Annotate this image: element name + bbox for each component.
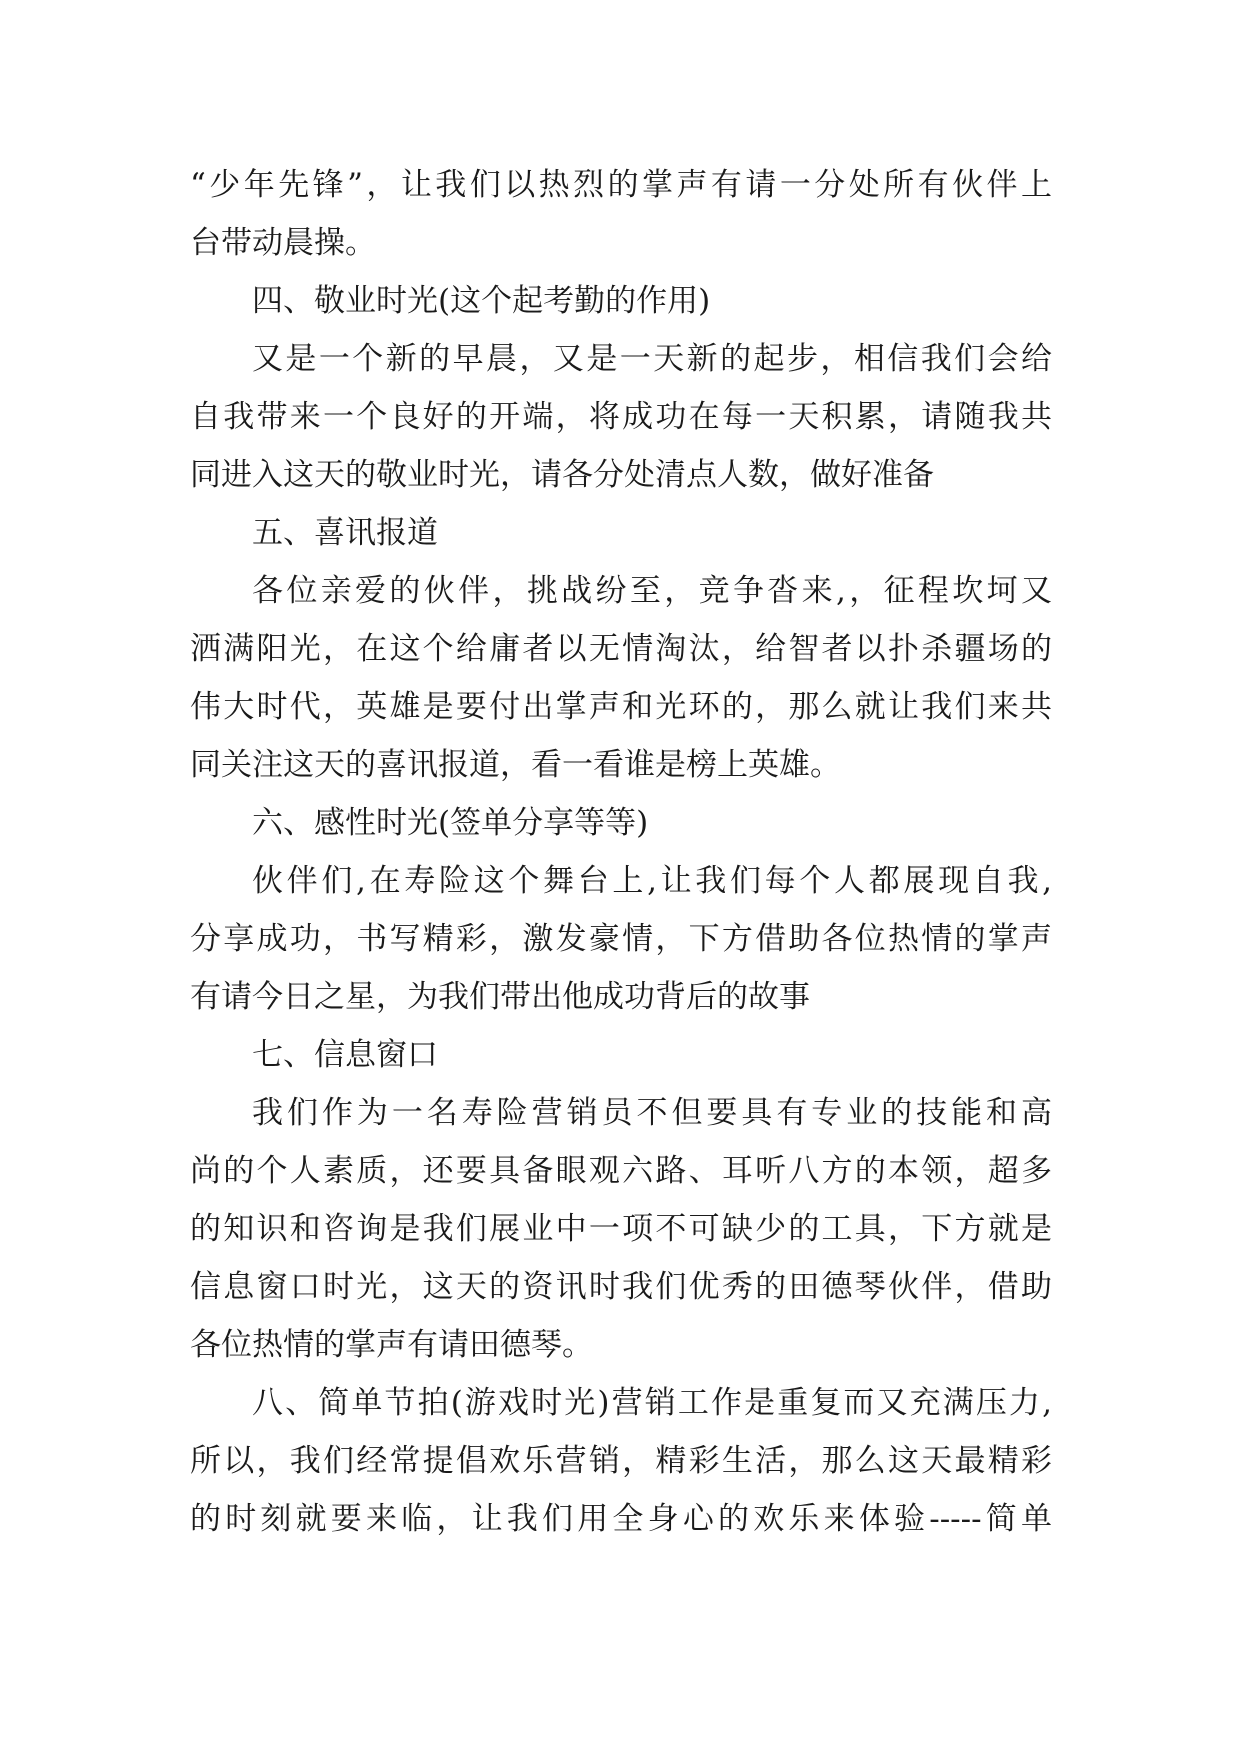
- text-line: 的知识和咨询是我们展业中一项不可缺少的工具，下方就是: [190, 1211, 1052, 1247]
- text-line: 伟大时代，英雄是要付出掌声和光环的，那么就让我们来共: [190, 689, 1052, 725]
- text-line: 的时刻就要来临，让我们用全身心的欢乐来体验-----简单: [190, 1501, 1052, 1537]
- document-body: [190, 156, 1052, 1548]
- text-line: 各位热情的掌声有请田德琴。: [190, 1327, 593, 1363]
- text-line: 尚的个人素质，还要具备眼观六路、耳听八方的本领，超多: [190, 1153, 1052, 1189]
- text-line: 又是一个新的早晨，又是一天新的起步，相信我们会给: [252, 341, 1052, 377]
- text-line: “少年先锋”，让我们以热烈的掌声有请一分处所有伙伴上: [190, 167, 1052, 203]
- section-heading: 七、信息窗口: [252, 1037, 438, 1073]
- text-line: 各位亲爱的伙伴，挑战纷至，竞争沓来,，征程坎坷又: [252, 573, 1052, 609]
- text-line: 我们作为一名寿险营销员不但要具有专业的技能和高: [252, 1095, 1052, 1131]
- text-line: 所以，我们经常提倡欢乐营销，精彩生活，那么这天最精彩: [190, 1443, 1052, 1479]
- text-line: 同关注这天的喜讯报道，看一看谁是榜上英雄。: [190, 747, 841, 783]
- text-line: 伙伴们,在寿险这个舞台上,让我们每个人都展现自我,: [252, 863, 1052, 899]
- text-line: 洒满阳光，在这个给庸者以无情淘汰，给智者以扑杀疆场的: [190, 631, 1052, 667]
- text-line: 自我带来一个良好的开端，将成功在每一天积累，请随我共: [190, 399, 1052, 435]
- section-heading: 五、喜讯报道: [252, 515, 438, 551]
- section-heading: 四、敬业时光(这个起考勤的作用): [252, 283, 711, 319]
- text-line: 信息窗口时光，这天的资讯时我们优秀的田德琴伙伴，借助: [190, 1269, 1052, 1305]
- section-heading: 六、感性时光(签单分享等等): [252, 805, 649, 841]
- text-line: 同进入这天的敬业时光，请各分处清点人数，做好准备: [190, 457, 934, 493]
- text-line: 分享成功，书写精彩，激发豪情，下方借助各位热情的掌声: [190, 921, 1052, 957]
- text-line: 有请今日之星，为我们带出他成功背后的故事: [190, 979, 810, 1015]
- text-line: 台带动晨操。: [190, 225, 376, 261]
- section-heading: 八、简单节拍(游戏时光)营销工作是重复而又充满压力,: [252, 1385, 1052, 1421]
